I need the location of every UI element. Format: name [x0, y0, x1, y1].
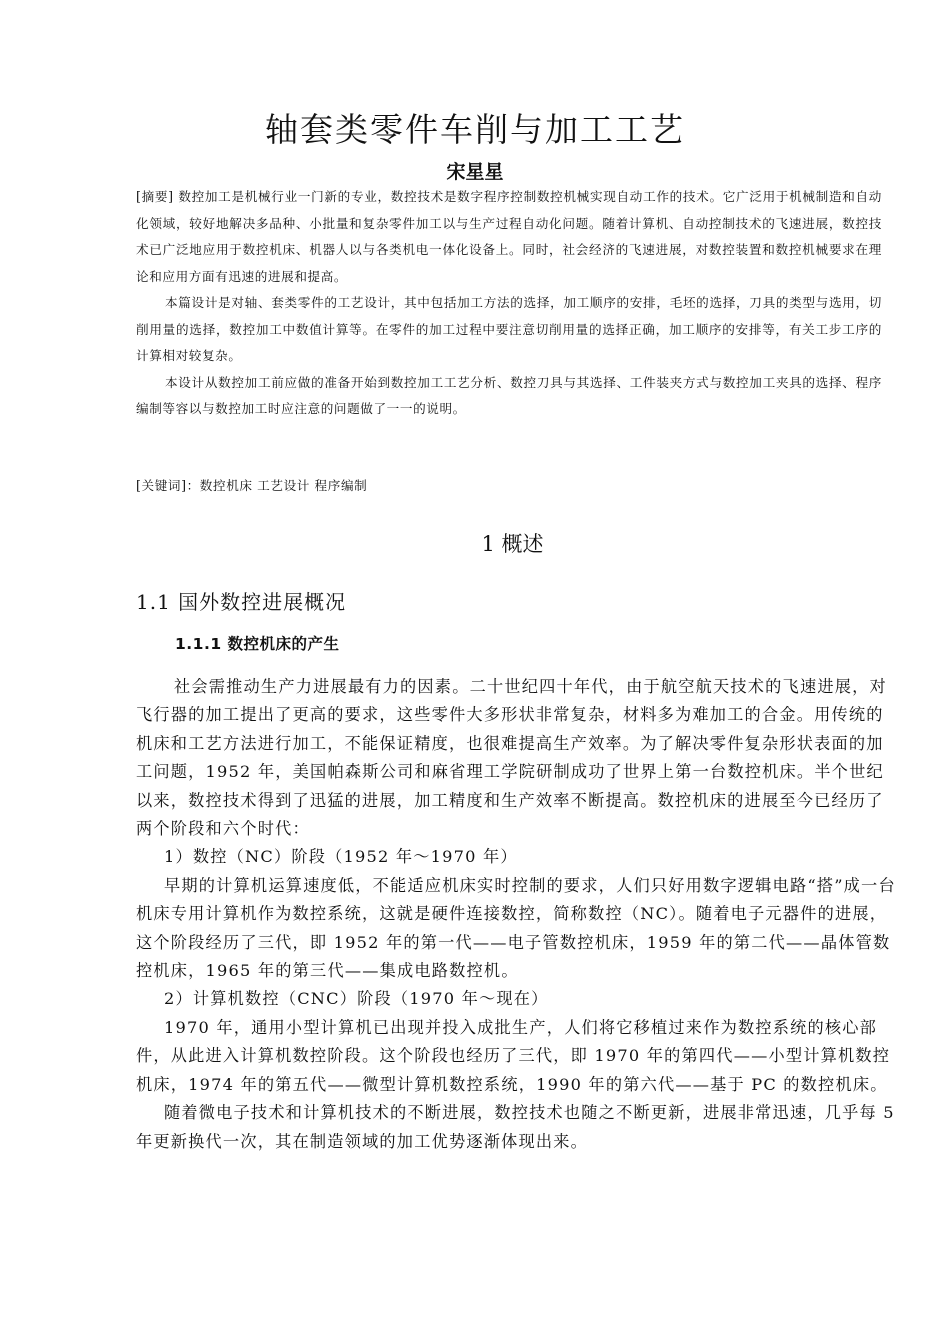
- abstract-section: [136, 184, 882, 423]
- abstract-paragraph: 本设计从数控加工前应做的准备开始到数控加工工艺分析、数控刀具与其选择、工件装夹方式与数控加工夹具的选择、程序编制等容以与数控加工时应注意的问题做了一一的说明。: [136, 374, 882, 416]
- chapter-heading: 1 概述: [481, 532, 544, 556]
- keywords-line: [关键词]：数控机床 工艺设计 程序编制: [136, 478, 368, 493]
- body-paragraph: 1970 年，通用小型计算机已出现并投入成批生产，人们将它移植过来作为数控系统的核心部件，从此进入计算机数控阶段。这个阶段也经历了三代，即 1970 年的第四代——小型计算机数控机床，1974 年的第五代——微型计算机数控系统，1990 年的第六代——基于 PC 的数控机床。: [136, 1017, 891, 1094]
- body-paragraph: 随着微电子技术和计算机技术的不断进展，数控技术也随之不断更新，进展非常迅速，几乎每 5 年更新换代一次，其在制造领域的加工优势逐渐体现出来。: [136, 1103, 895, 1151]
- body-paragraph: 社会需推动生产力进展最有力的因素。二十世纪四十年代，由于航空航天技术的飞速进展，对飞行器的加工提出了更高的要求，这些零件大多形状非常复杂，材料多为难加工的合金。用传统的机床和工艺方法进行加工，不能保证精度，也很难提高生产效率。为了解决零件复杂形状表面的加工问题，1952 年，美国帕森斯公司和麻省理工学院研制成功了世界上第一台数控机床。半个世纪以来，数控技术得到了迅猛的进展，加工精度和生产效率不断提高。数控机床的进展至今已经历了两个阶段和六个时代：: [136, 677, 887, 839]
- body-text: [136, 673, 896, 1156]
- author-name: 宋星星: [446, 161, 504, 183]
- document-title: 轴套类零件车削与加工工艺: [265, 110, 685, 149]
- abstract-paragraph: [摘要] 数控加工是机械行业一门新的专业，数控技术是数字程序控制数控机械实现自动工作的技术。它广泛用于机械制造和自动化领域，较好地解决多品种、小批量和复杂零件加工以与生产过程自动化问题。随着计算机、自动控制技术的飞速进展，数控技术已广泛地应用于数控机床、机器人以与各类机电一体化设备上。同时，社会经济的飞速进展，对数控装置和数控机械要求在理论和应用方面有迅速的进展和提高。: [136, 189, 882, 284]
- body-paragraph: 早期的计算机运算速度低，不能适应机床实时控制的要求，人们只好用数字逻辑电路“搭”成一台机床专用计算机作为数控系统，这就是硬件连接数控，简称数控（NC）。随着电子元器件的进展，这个阶段经历了三代，即 1952 年的第一代——电子管数控机床，1959 年的第二代——晶体管数控机床，1965 年的第三代——集成电路数控机。: [136, 875, 896, 981]
- section-heading: 1.1 国外数控进展概况: [136, 590, 347, 614]
- stage-heading: 2）计算机数控（CNC）阶段（1970 年～现在）: [164, 989, 549, 1009]
- stage-heading: 1）数控（NC）阶段（1952 年～1970 年）: [164, 847, 518, 867]
- subsection-heading: 1.1.1 数控机床的产生: [175, 635, 340, 653]
- abstract-paragraph: 本篇设计是对轴、套类零件的工艺设计，其中包括加工方法的选择，加工顺序的安排，毛坯的选择，刀具的类型与选用，切削用量的选择，数控加工中数值计算等。在零件的加工过程中要注意切削用量的选择正确，加工顺序的安排等，有关工步工序的计算相对较复杂。: [136, 295, 882, 363]
